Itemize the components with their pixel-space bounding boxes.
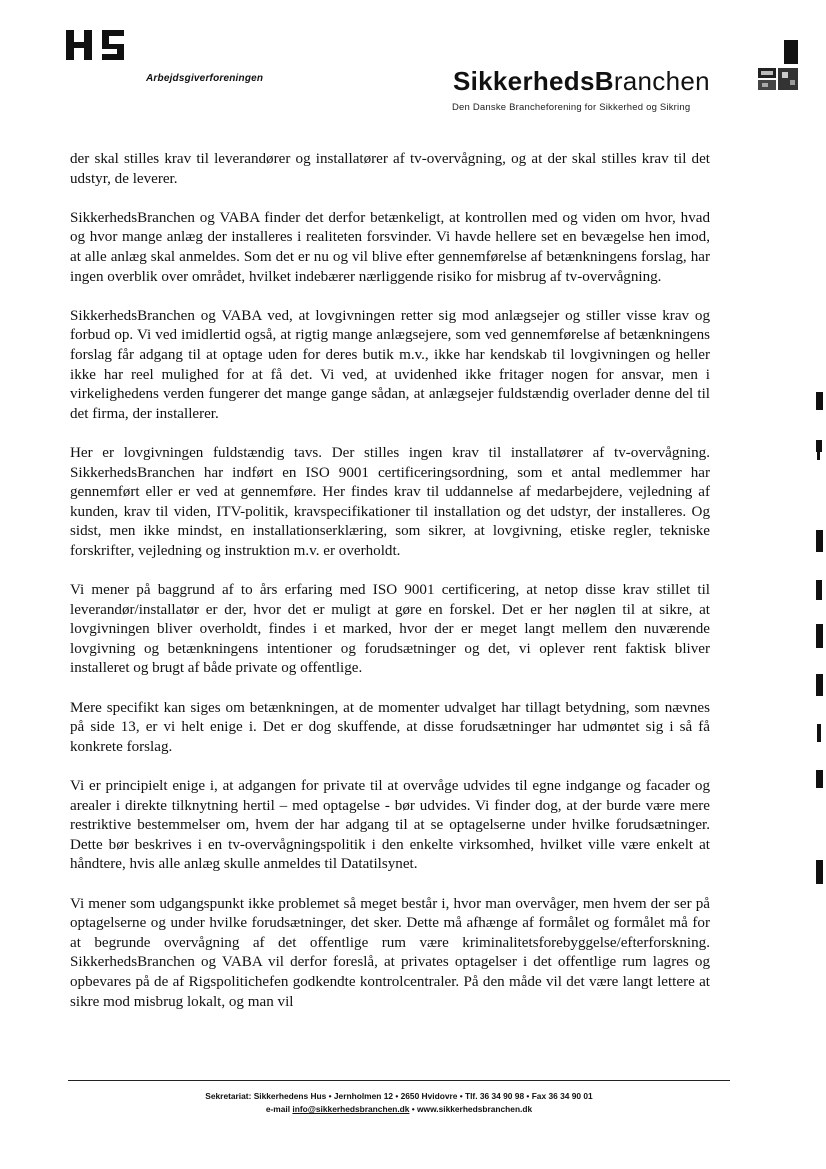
sikkerhedsbranchen-mark-icon <box>758 40 800 100</box>
paragraph-1: der skal stilles krav til leverandører og installatører af tv-overvågning, og at der skal stilles krav til det udstyr, de leverer. <box>70 151 710 187</box>
organization-tagline: Den Danske Brancheforening for Sikkerhed og Sikring <box>452 102 691 113</box>
footer-contact <box>68 1104 730 1114</box>
footer-divider <box>68 1080 730 1081</box>
footer-email-link[interactable]: info@sikkerhedsbranchen.dk <box>292 1104 410 1114</box>
paragraph-4: Her er lovgivningen fuldstændig tavs. Der stilles ingen krav til installatører af tv-overvågning. SikkerhedsBranchen har indført en ISO 9001 certificeringsordning, som et antal medlemmer har gennemført eller er ved at gennemføre. Her findes krav til uddannelse af medarbejdere, vejledning af kunden, krav til viden, ITV-politik, kravspecifikationer til installation og det udstyr, der installeres. Og sidst, men ikke mindst, en installationserklæring, som sikrer, at lovgivning, etiske regler, tekniske forskrifter, vejledning og instruktion m.v. er overholdt. <box>70 444 710 559</box>
scan-edge-marks <box>796 380 826 900</box>
organization-name-part1: SikkerhedsB <box>453 66 614 96</box>
letter-body <box>70 150 710 1032</box>
hs-logo-icon <box>62 26 152 66</box>
footer-website: • www.sikkerhedsbranchen.dk <box>409 1104 533 1114</box>
paragraph-5: Vi mener på baggrund af to års erfaring med ISO 9001 certificering, at netop disse krav stillet til leverandør/installatør er der, hvor det er muligt at gøre en forskel. Det er her nøglen til at sikre, at lovgivningen bliver overholdt, findes i et marked, hvor der er meget langt mellem den nuværende lovgivning og betænkningens intentioner og forudsætninger og det, vi oplever rent faktisk bliver installeret og brugt af både private og offentlige. <box>70 582 710 677</box>
paragraph-6: Mere specifikt kan siges om betænkningen, at de momenter udvalget har tillagt betydning, som nævnes på side 13, er vi helt enige i. Det er dog skuffende, at disse forudsætninger har udmøntet sig i så få konkrete forslag. <box>70 699 710 755</box>
paragraph-8: Vi mener som udgangspunkt ikke problemet så meget består i, hvor man overvåger, men hvem der ser på optagelserne og under hvilke forudsætninger, det sker. Dette må afhænge af formålet og formålet må for at begrunde overvågning af det offentlige rum være kriminalitetsforebyggelse/efterforskning. SikkerhedsBranchen og VABA vil derfor foreslå, at privates optagelser i det offentlige rum lagres og opbevares på de af Rigspolitichefen godkendte kontrolcentraler. På den måde vil det være langt lettere at sikre mod misbrug lokalt, og man vil <box>70 895 710 1010</box>
footer-email-prefix: e-mail <box>265 1104 293 1114</box>
paragraph-7: Vi er principielt enige i, at adgangen for private til at overvåge udvides til egne indgange og facader og arealer i direkte tilknytning hertil – med optagelse - bør udvides. Vi finder dog, at der burde være mere restriktive bestemmelser om, hvem der har adgang til at se optagelserne under hvilke forudsætninger. Dette bør beskrives i en tv-overvågningspolitik i den enkelte virksomhed, hvilket ville være enkelt at håndtere, hvis alle anlæg skulle anmeldes til Datatilsynet. <box>70 778 710 873</box>
organization-name-part2: ranchen <box>613 66 710 96</box>
employers-association-label: Arbejdsgiverforeningen <box>146 73 264 84</box>
footer-address: Sekretariat: Sikkerhedens Hus • Jernholmen 12 • 2650 Hvidovre • Tlf. 36 34 90 98 • Fax 36 34 90 01 <box>205 1091 593 1101</box>
paragraph-3: SikkerhedsBranchen og VABA ved, at lovgivningen retter sig mod anlægsejer og stiller visse krav og forbud op. Vi ved imidlertid også, at rigtig mange anlægsejere, som ved gennemførelse af betænkningens forslag får adgang til at optage uden for deres butik m.v., ikke har kendskab til lovgivningen og heller ikke har reel mulighed for at få det. Vi ved, at uvidenhed ikke fritager nogen for ansvar, men i virkelighedens verden fungerer det mange gange sådan, at anlægsejer fuldstændig overlader denne del til det firma, der installerer. <box>70 307 710 422</box>
organization-name <box>453 66 710 97</box>
paragraph-2: SikkerhedsBranchen og VABA finder det derfor betænkeligt, at kontrollen med og viden om hvor, hvad og hvor mange anlæg der installeres i realiteten forsvinder. Vi havde hellere set en bevægelse hen imod, at alle anlæg skal anmeldes. Som det er nu og vil blive efter gennemførelse af betænkningens forslag, har ingen overblik over området, hvilket indebærer nærliggende risiko for misbrug af tv-overvågning. <box>70 209 710 285</box>
